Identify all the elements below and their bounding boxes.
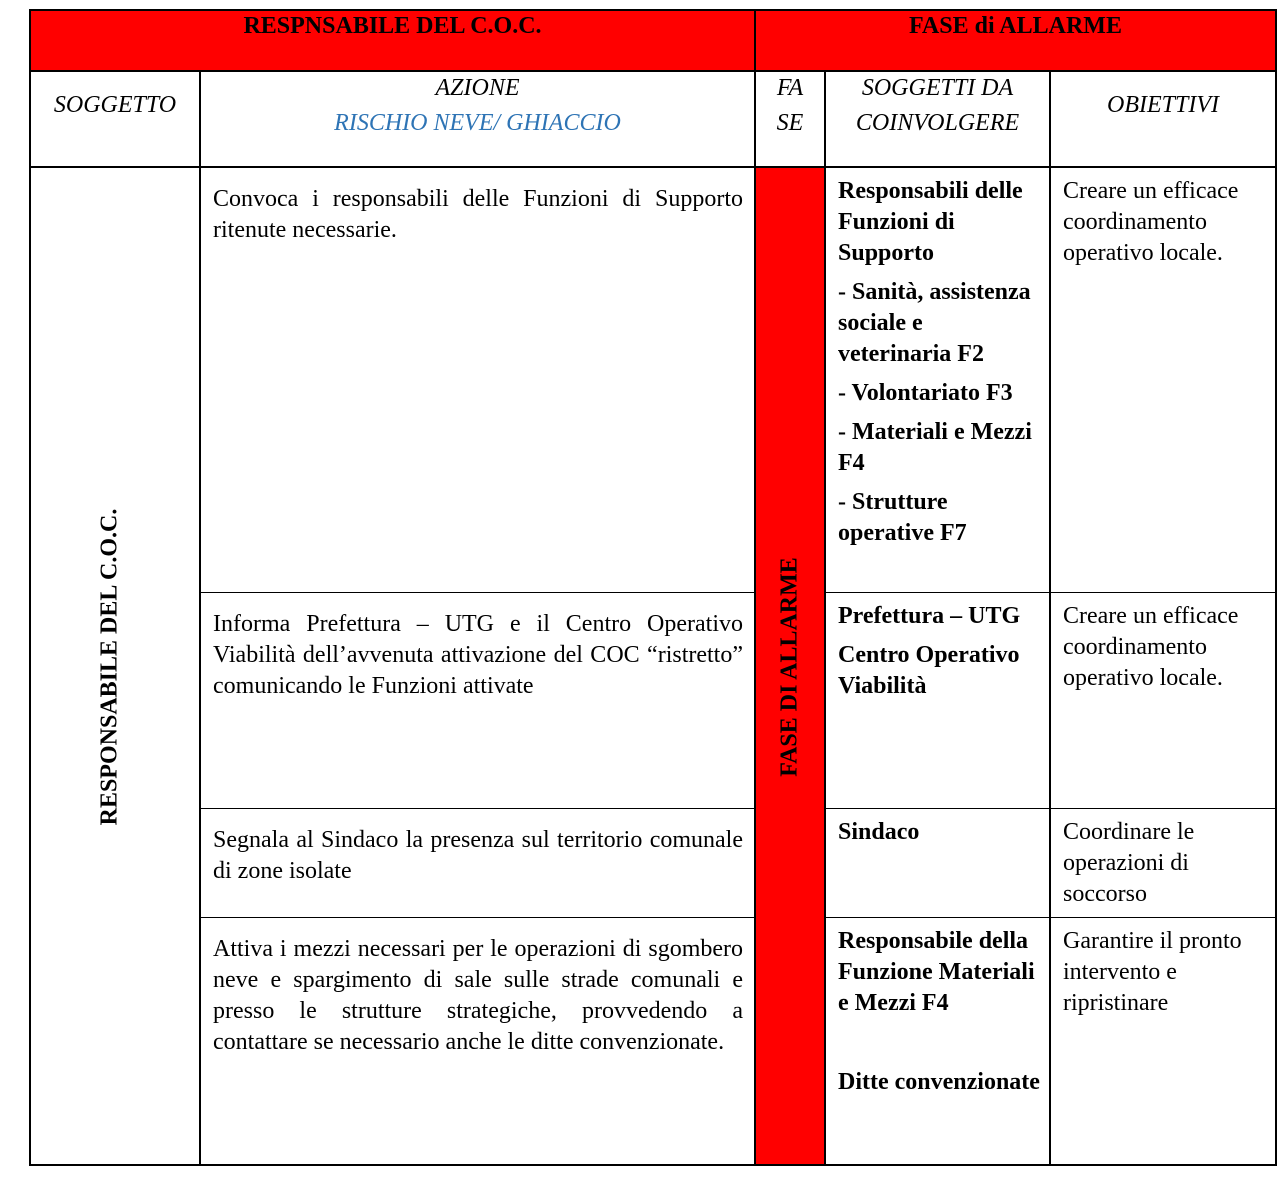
- border-top: [29, 9, 1277, 11]
- soggetto-entry: Ditte convenzionate: [838, 1069, 1040, 1095]
- header-right-title: FASE di ALLARME: [909, 13, 1122, 39]
- col-soggetti-line2: COINVOLGERE: [855, 110, 1020, 136]
- border-bottom: [29, 1164, 1277, 1166]
- col-azione: [200, 71, 755, 141]
- border-row1: [825, 592, 1277, 593]
- col-soggetto: SOGGETTO: [53, 92, 177, 118]
- col-fase-line1: FA: [776, 75, 804, 101]
- soggetto-entry: Centro Operativo Viabilità: [838, 642, 1020, 699]
- col-azione-subtitle: RISCHIO NEVE/ GHIACCIO: [334, 110, 621, 136]
- border-row2: [200, 808, 755, 809]
- row-2-azione: Informa Prefettura – UTG e il Centro Operativo Viabilità dell’avvenuta attivazione del COC “ristretto” comunicando le Funzioni attivate: [213, 611, 743, 699]
- col-azione-label: AZIONE: [435, 75, 520, 101]
- row-2-obiettivi: Creare un efficace coordinamento operativo locale.: [1063, 603, 1239, 691]
- border-header: [29, 70, 1277, 72]
- row-4-azione: Attiva i mezzi necessari per le operazioni di sgombero neve e spargimento di sale sulle strade comunali e presso le strutture strategiche, provvedendo a contattare se necessario anche le ditte convenzionate.: [213, 936, 743, 1055]
- border-row1: [200, 592, 755, 593]
- row-3-azione: Segnala al Sindaco la presenza sul territorio comunale di zone isolate: [213, 827, 743, 884]
- soggetto-entry: Prefettura – UTG: [838, 603, 1021, 629]
- border-col3: [824, 71, 826, 1166]
- col-soggetti-line1: SOGGETTI DA: [861, 75, 1014, 101]
- soggetto-entry: Responsabile della Funzione Materiali e Mezzi F4: [838, 928, 1035, 1016]
- row-3-soggetti: [825, 809, 1050, 918]
- row-2-soggetti: [825, 593, 1050, 809]
- row-4-obiettivi: Garantire il pronto intervento e ripristinare: [1063, 928, 1242, 1016]
- row-4-soggetti: [825, 918, 1050, 1166]
- row-3-obiettivi: Coordinare le operazioni di soccorso: [1063, 819, 1195, 907]
- header-left-title: RESPNSABILE DEL C.O.C.: [243, 13, 542, 39]
- border-col1: [199, 71, 201, 1166]
- soggetto-entry: Responsabili delle Funzioni di Supporto: [838, 178, 1023, 266]
- fase-vertical-label: FASE DI ALLARME: [776, 557, 803, 777]
- col-soggetti: [825, 71, 1050, 141]
- soggetto-entry: Sindaco: [838, 819, 920, 845]
- border-row2: [825, 808, 1277, 809]
- soggetto-entry: - Volontariato F3: [838, 380, 1013, 406]
- row-1-obiettivi: Creare un efficace coordinamento operativo locale.: [1063, 178, 1239, 266]
- col-obiettivi: OBIETTIVI: [1107, 92, 1219, 118]
- soggetto-entry: - Sanità, assistenza sociale e veterinaria F2: [838, 279, 1031, 367]
- border-col2: [754, 9, 756, 1166]
- col-fase: [755, 71, 825, 141]
- soggetto-vertical-label: RESPONSABILE DEL C.O.C.: [96, 508, 123, 826]
- row-1-soggetti: [825, 168, 1050, 593]
- border-col4: [1049, 71, 1051, 1166]
- border-row3: [200, 917, 755, 918]
- border-right: [1275, 9, 1277, 1166]
- border-row3: [825, 917, 1277, 918]
- border-left: [29, 9, 31, 1166]
- col-fase-line2: SE: [776, 110, 804, 136]
- row-1-azione: Convoca i responsabili delle Funzioni di Supporto ritenute necessarie.: [213, 186, 743, 243]
- soggetto-entry: - Materiali e Mezzi F4: [838, 419, 1032, 476]
- soggetto-entry: - Strutture operative F7: [838, 489, 967, 546]
- border-colheader: [29, 166, 1277, 168]
